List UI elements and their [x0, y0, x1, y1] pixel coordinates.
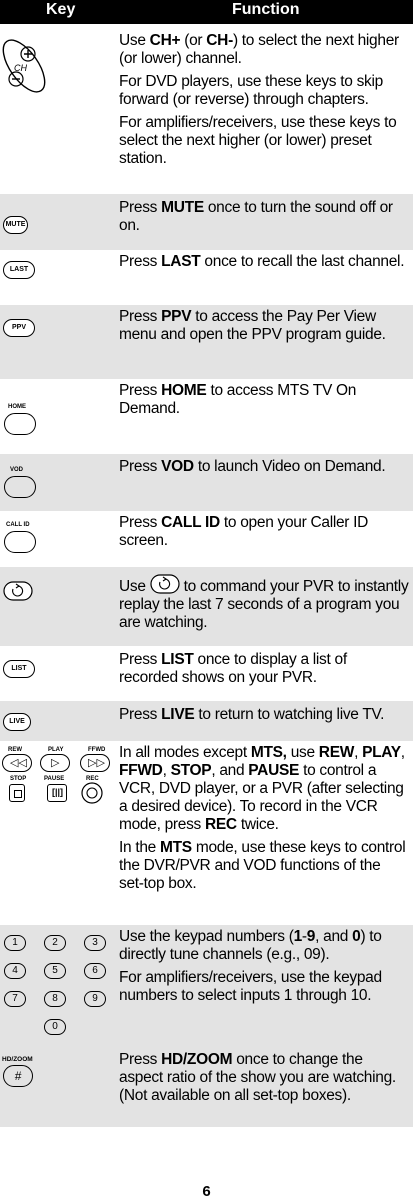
stop-key-icon	[9, 784, 25, 802]
home-key-label: HOME	[8, 404, 26, 410]
function-column-header: Function	[232, 1, 300, 18]
rew-key-label: REW	[8, 747, 22, 753]
last-key-icon: LAST	[3, 261, 35, 279]
rec-key-icon	[80, 782, 104, 804]
keypad-2: 2	[44, 935, 66, 951]
key-column-header: Key	[46, 1, 76, 18]
keypad-3: 3	[84, 935, 106, 951]
row-transport	[0, 741, 413, 925]
mute-description: Press MUTE once to turn the sound off or on.	[119, 199, 393, 234]
row-mute	[0, 194, 413, 250]
table-header	[0, 0, 413, 24]
mute-key-icon: MUTE	[3, 216, 28, 234]
callid-key-icon	[4, 531, 36, 553]
keypad-icon	[0, 925, 112, 1045]
vod-key-icon	[4, 476, 36, 498]
transport-description: In all modes except MTS, use REW, PLAY, FFWD, STOP, and PAUSE to control a VCR, DVD player, or a PVR (after selecting a desired device). To record in the VCR mode, press REC twice. In the MTS mode, use these keys to control the DVR/PVR and VOD functions of the set-top box.	[119, 744, 406, 892]
rew-key-icon: ◁◁	[2, 754, 32, 772]
live-key-icon: LIVE	[3, 713, 31, 731]
ppv-key-icon: PPV	[3, 319, 35, 337]
row-hdzoom	[0, 1045, 413, 1127]
row-ppv	[0, 305, 413, 379]
replay-inline-icon	[150, 574, 180, 594]
channel-description: Use CH+ (or CH-) to select the next higher (or lower) channel. For DVD players, use these keys to skip forward (or reverse) through chapters. For amplifiers/receivers, use these keys to select the next higher (or lower) preset station.	[119, 32, 399, 167]
pause-key-icon: [||]	[47, 784, 67, 802]
page-number: 6	[202, 1183, 211, 1200]
hdzoom-key-icon: #	[3, 1065, 33, 1087]
keypad-description: Use the keypad numbers (1-9, and 0) to directly tune channels (e.g., 09). For amplifiers/receivers, use the keypad numbers to select inputs 1 through 10.	[119, 928, 382, 1004]
ffwd-key-label: FFWD	[88, 747, 106, 753]
keypad-7: 7	[4, 991, 26, 1007]
vod-key-label: VOD	[10, 467, 24, 473]
keypad-4: 4	[4, 963, 26, 979]
keypad-0: 0	[44, 1019, 66, 1035]
list-key-icon: LIST	[3, 660, 35, 678]
row-vod	[0, 454, 413, 511]
ppv-description: Press PPV to access the Pay Per View menu and open the PPV program guide.	[119, 308, 386, 343]
live-description: Press LIVE to return to watching live TV.	[119, 706, 385, 723]
row-replay	[0, 567, 413, 646]
keypad-6: 6	[84, 963, 106, 979]
home-key-icon	[4, 413, 36, 435]
stop-key-label: STOP	[10, 776, 27, 782]
replay-description: Use to command your PVR to instantly replay the last 7 seconds of a program you are watching.	[119, 574, 409, 632]
channel-rocker-icon	[2, 34, 46, 104]
rec-key-label: REC	[86, 776, 99, 782]
row-callid	[0, 511, 413, 567]
play-key-label: PLAY	[48, 747, 64, 753]
keypad-8: 8	[44, 991, 66, 1007]
row-live	[0, 701, 413, 741]
keypad-5: 5	[44, 963, 66, 979]
keypad-1: 1	[4, 935, 26, 951]
row-home	[0, 379, 413, 454]
callid-description: Press CALL ID to open your Caller ID screen.	[119, 514, 369, 549]
callid-key-label: CALL ID	[6, 522, 30, 528]
row-last	[0, 250, 413, 305]
transport-keys-icon	[0, 741, 112, 925]
row-keypad	[0, 925, 413, 1045]
last-description: Press LAST once to recall the last channel.	[119, 253, 405, 270]
row-list	[0, 646, 413, 701]
row-channel	[0, 24, 413, 194]
hdzoom-description: Press HD/ZOOM once to change the aspect ratio of the show you are watching. (Not available on all set-top boxes).	[119, 1051, 396, 1104]
pause-key-label: PAUSE	[44, 776, 65, 782]
keypad-9: 9	[84, 991, 106, 1007]
play-key-icon: ▷	[40, 754, 70, 772]
ffwd-key-icon: ▷▷	[80, 754, 110, 772]
vod-description: Press VOD to launch Video on Demand.	[119, 458, 386, 475]
list-description: Press LIST once to display a list of recorded shows on your PVR.	[119, 651, 347, 686]
home-description: Press HOME to access MTS TV On Demand.	[119, 382, 357, 417]
replay-key-icon	[3, 581, 33, 601]
svg-text:CH: CH	[14, 63, 27, 73]
hdzoom-key-label: HD/ZOOM	[2, 1056, 33, 1063]
